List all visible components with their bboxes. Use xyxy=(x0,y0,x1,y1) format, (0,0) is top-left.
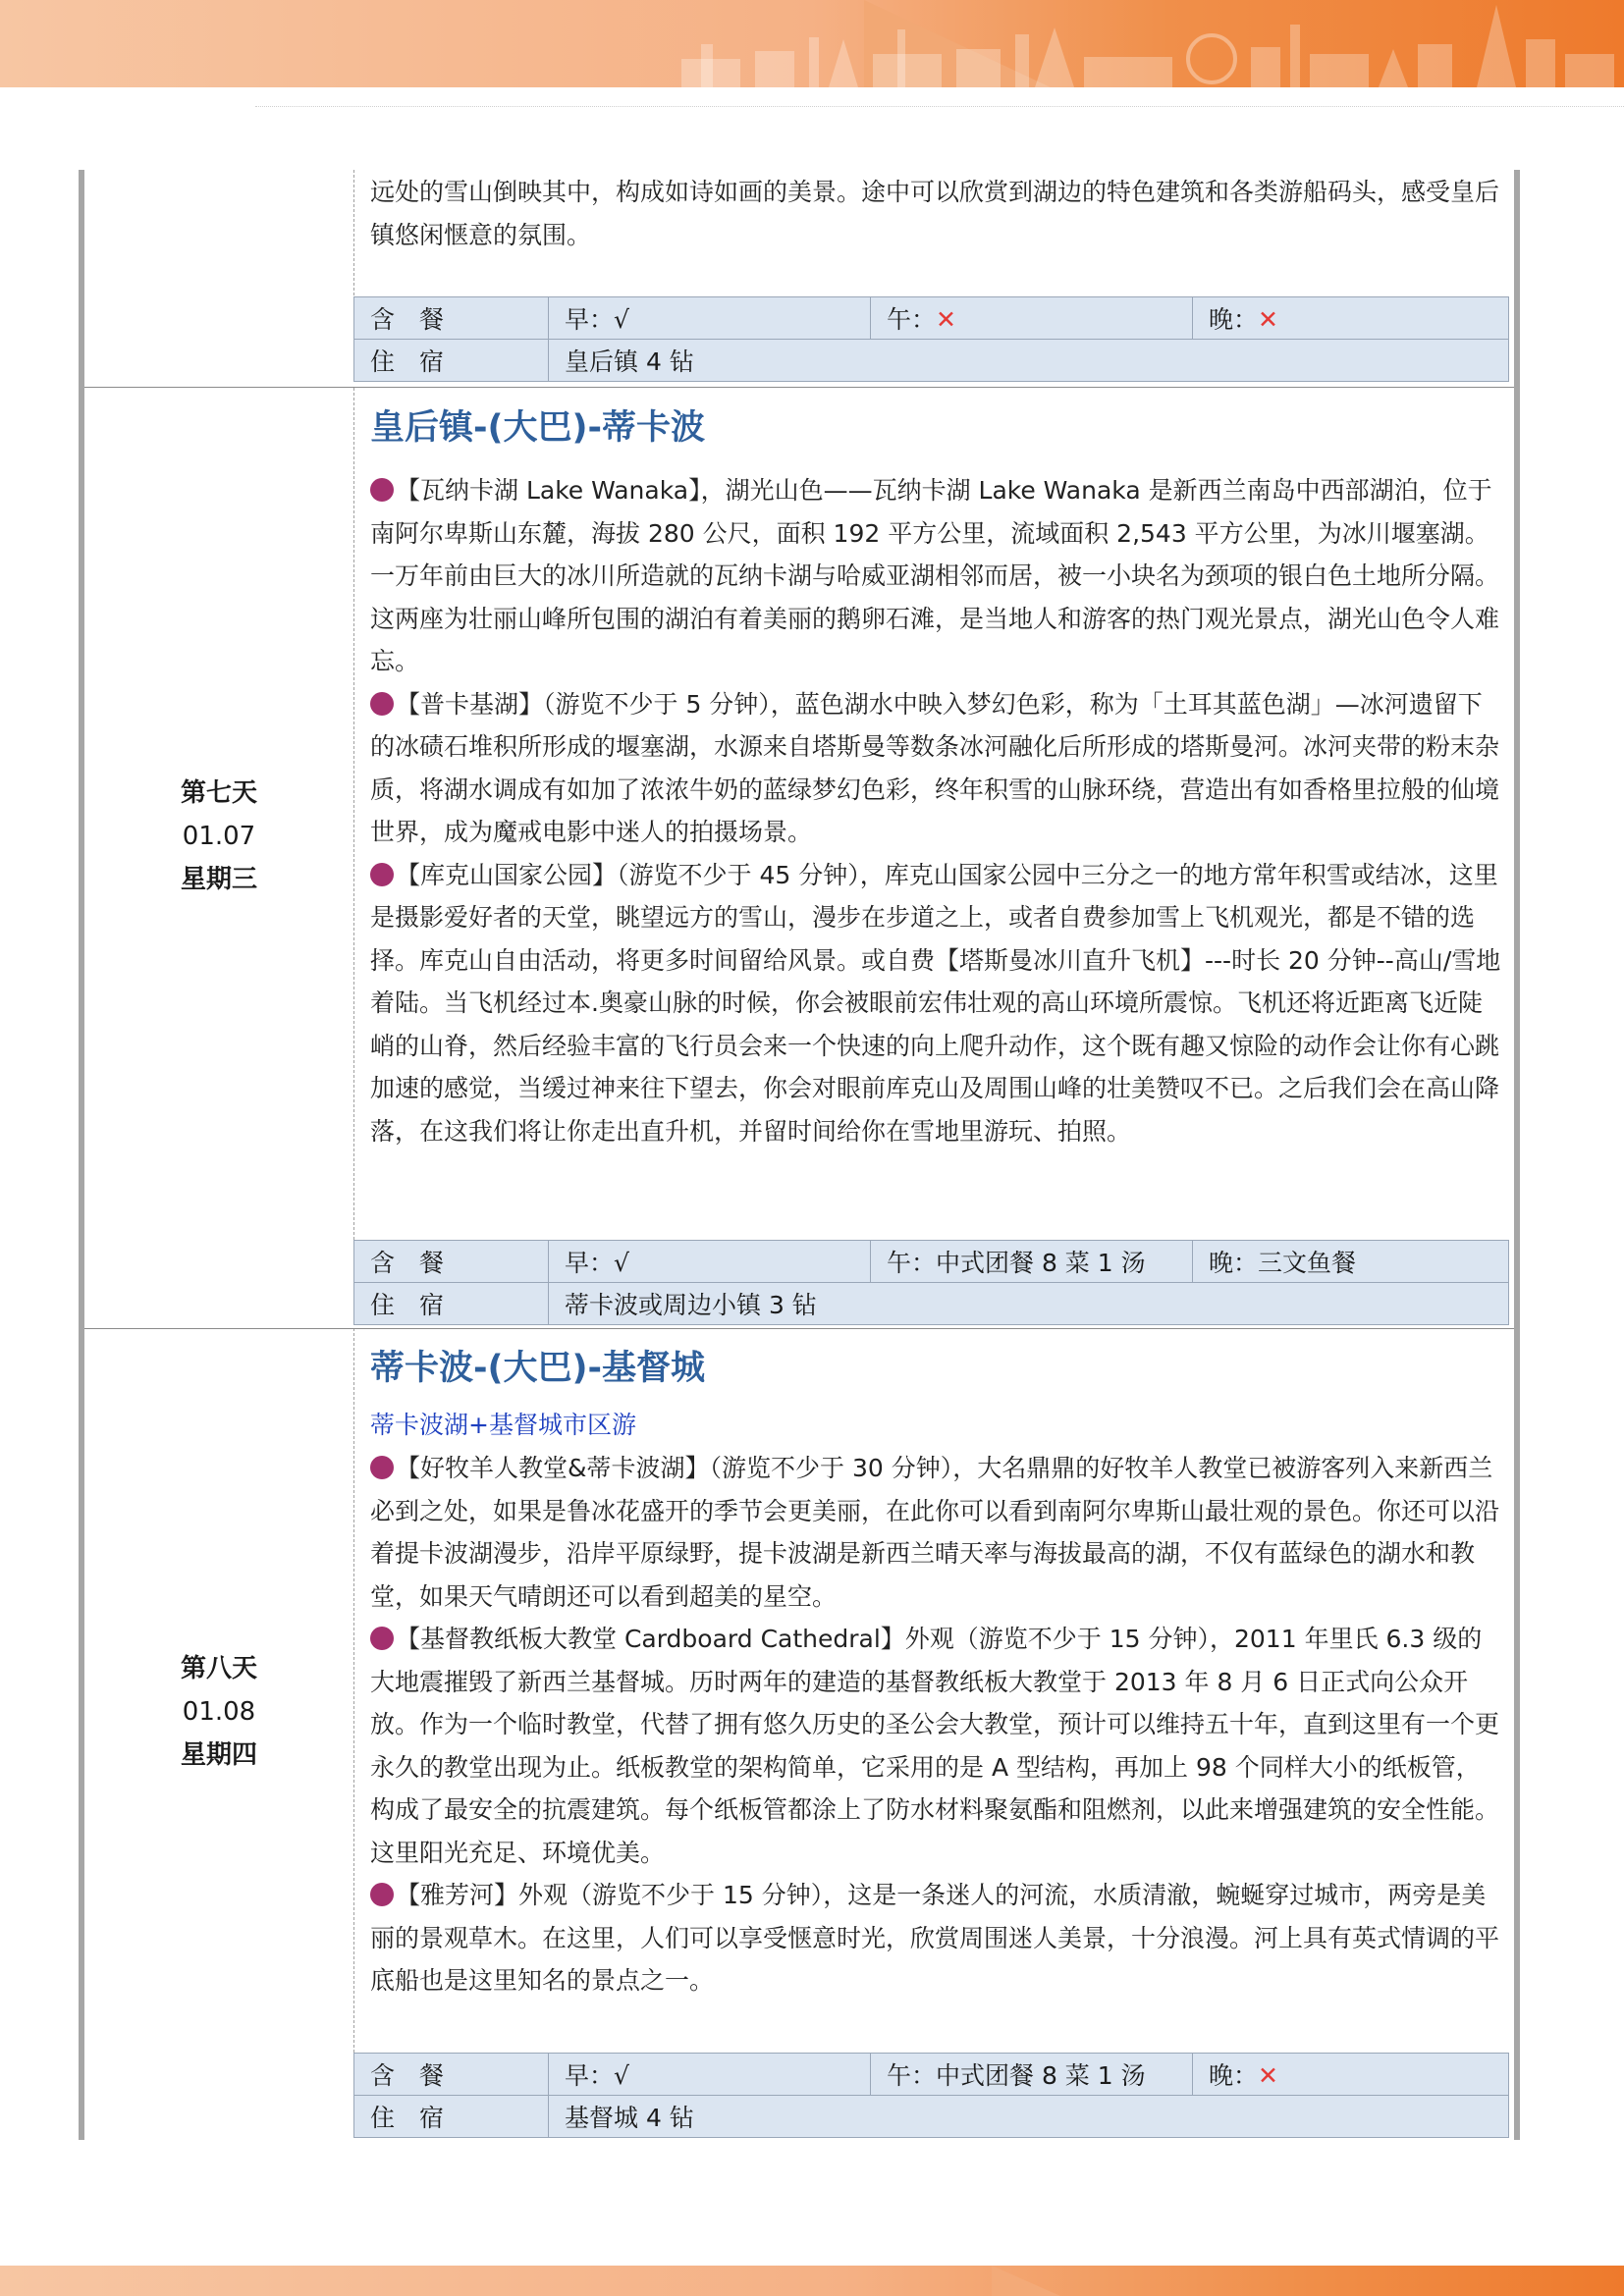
hotel-row xyxy=(354,1283,1509,1325)
hotel-value: 蒂卡波或周边小镇 3 钻 xyxy=(549,1283,1509,1325)
bullet-icon xyxy=(370,863,394,886)
paragraph-text: 【基督教纸板大教堂 Cardboard Cathedral】外观（游览不少于 15 分钟），2011 年里氏 6.3 级的大地震摧毁了新西兰基督城。历时两年的建造的基督教纸板大教堂于 2013 年 8 月 6 日正式向公众开放。作为一个临时教堂，代替了拥有悠久历史的圣公会大教堂，预计可以维持五十年，直到这里有一个更永久的教堂出现为止。纸板教堂的架构简单，它采用的是 A 型结构，再加上 98 个同样大小的纸板管，构成了最安全的抗震建筑。每个纸板管都涂上了防水材料聚氨酯和阻燃剂，以此来增强建筑的安全性能。这里阳光充足、环境优美。 xyxy=(370,1625,1500,1867)
day8-content xyxy=(370,1343,1501,2002)
day-separator xyxy=(84,387,1514,388)
column-divider xyxy=(353,388,354,1240)
paragraph-text: 【库克山国家公园】（游览不少于 45 分钟），库克山国家公园中三分之一的地方常年积雪或结冰，这里是摄影爱好者的天堂，眺望远方的雪山，漫步在步道之上，或者自费参加雪上飞机观光，都是不错的选择。库克山自由活动，将更多时间留给风景。或自费【塔斯曼冰川直升飞机】---时长 20 分钟--高山/雪地着陆。当飞机经过本.奥豪山脉的时候，你会被眼前宏伟壮观的高山环境所震惊。飞机还将近距离飞近陡峭的山脊，然后经验丰富的飞行员会来一个快速的向上爬升动作，这个既有趣又惊险的动作会让你有心跳加速的感觉，当缓过神来往下望去，你会对眼前库克山及周围山峰的壮美赞叹不已。之后我们会在高山降落，在这我们将让你走出直升机，并留时间给你在雪地里游玩、拍照。 xyxy=(370,860,1501,1146)
hotel-label: 住 宿 xyxy=(354,340,549,382)
meal-row xyxy=(354,1241,1509,1283)
day7-paragraph xyxy=(370,854,1501,1153)
bullet-icon xyxy=(370,692,394,716)
bullet-icon xyxy=(370,1456,394,1479)
day8-date: 01.08 xyxy=(182,1697,256,1727)
bullet-icon xyxy=(370,478,394,502)
lunch-prefix: 午： xyxy=(887,305,937,334)
meal-row xyxy=(354,297,1509,340)
day7-paragraph xyxy=(370,683,1501,854)
day8-paragraph xyxy=(370,1447,1501,1618)
day7-day: 第七天 xyxy=(180,778,257,808)
breakfast-cell: 早：√ xyxy=(549,1241,871,1283)
city-skyline-decoration xyxy=(662,0,1624,87)
bullet-icon xyxy=(370,1883,394,1906)
bullet-icon xyxy=(370,1627,394,1650)
hotel-label: 住 宿 xyxy=(354,2096,549,2138)
footer-accent xyxy=(992,2266,1060,2296)
paragraph-text: 【雅芳河】外观（游览不少于 15 分钟），这是一条迷人的河流，水质清澈，蜿蜒穿过城市，两旁是美丽的景观草木。在这里，人们可以享受惬意时光，欣赏周围迷人美景，十分浪漫。河上具有英式情调的平底船也是这里知名的景点之一。 xyxy=(370,1881,1500,1995)
day8-paragraph xyxy=(370,1618,1501,1874)
dinner-prefix: 晚： xyxy=(1209,305,1259,334)
day6-tail-text: 远处的雪山倒映其中，构成如诗如画的美景。途中可以欣赏到湖边的特色建筑和各类游船码头，感受皇后镇悠闲惬意的氛围。 xyxy=(370,178,1500,249)
lunch-cell: 午：中式团餐 8 菜 1 汤 xyxy=(871,2054,1193,2096)
breakfast-cell: 早：√ xyxy=(549,2054,871,2096)
meal-label: 含 餐 xyxy=(354,2054,549,2096)
column-divider xyxy=(353,170,354,295)
dinner-cell xyxy=(1193,2054,1509,2096)
day8-weekday: 星期四 xyxy=(180,1740,257,1770)
cross-icon: ✕ xyxy=(1258,2061,1278,2090)
day7-meal-table xyxy=(353,1240,1509,1325)
dinner-cell: 晚：三文鱼餐 xyxy=(1193,1241,1509,1283)
dinner-cell xyxy=(1193,297,1509,340)
footer-banner xyxy=(0,2266,1624,2296)
hotel-value: 皇后镇 4 钻 xyxy=(549,340,1509,382)
day8-subtitle: 蒂卡波湖+基督城市区游 xyxy=(370,1411,636,1439)
day8-title: 蒂卡波-(大巴)-基督城 xyxy=(370,1349,706,1388)
day7-weekday: 星期三 xyxy=(180,865,257,894)
cross-icon: ✕ xyxy=(936,305,956,334)
day8-day: 第八天 xyxy=(180,1654,257,1683)
dinner-prefix: 晚： xyxy=(1209,2061,1259,2090)
column-divider xyxy=(353,1328,354,2053)
day7-paragraph xyxy=(370,469,1501,683)
day8-paragraph xyxy=(370,1874,1501,2002)
day7-label xyxy=(84,772,353,901)
meal-label: 含 餐 xyxy=(354,1241,549,1283)
hotel-label: 住 宿 xyxy=(354,1283,549,1325)
lunch-cell: 午：中式团餐 8 菜 1 汤 xyxy=(871,1241,1193,1283)
day6-meal-table xyxy=(353,296,1509,382)
hotel-value: 基督城 4 钻 xyxy=(549,2096,1509,2138)
day8-label xyxy=(84,1647,353,1777)
day7-date: 01.07 xyxy=(182,822,256,851)
day7-title: 皇后镇-(大巴)-蒂卡波 xyxy=(370,408,706,448)
header-dotted-rule xyxy=(255,106,1624,107)
meal-row xyxy=(354,2054,1509,2096)
header-banner xyxy=(0,0,1624,87)
cross-icon: ✕ xyxy=(1258,305,1278,334)
paragraph-text: 【普卡基湖】（游览不少于 5 分钟），蓝色湖水中映入梦幻色彩，称为「土耳其蓝色湖」—冰河遗留下的冰碛石堆积所形成的堰塞湖，水源来自塔斯曼等数条冰河融化后所形成的塔斯曼河。冰河夹带的粉末杂质，将湖水调成有如加了浓浓牛奶的蓝绿梦幻色彩，终年积雪的山脉环绕，营造出有如香格里拉般的仙境世界，成为魔戒电影中迷人的拍摄场景。 xyxy=(370,689,1500,846)
paragraph-text: 【瓦纳卡湖 Lake Wanaka】，湖光山色——瓦纳卡湖 Lake Wanaka 是新西兰南岛中西部湖泊，位于南阿尔卑斯山东麓，海拔 280 公尺，面积 192 平方公里，流域面积 2,543 平方公里，为冰川堰塞湖。一万年前由巨大的冰川所造就的瓦纳卡湖与哈威亚湖相邻而居，被一小块名为颈项的银白色土地所分隔。这两座为壮丽山峰所包围的湖泊有着美丽的鹅卵石滩，是当地人和游客的热门观光景点，湖光山色令人难忘。 xyxy=(370,476,1500,675)
day8-meal-table xyxy=(353,2053,1509,2138)
meal-label: 含 餐 xyxy=(354,297,549,340)
day-separator xyxy=(84,1328,1514,1329)
lunch-cell xyxy=(871,297,1193,340)
breakfast-cell: 早：√ xyxy=(549,297,871,340)
hotel-row xyxy=(354,2096,1509,2138)
day6-tail-content xyxy=(370,171,1501,256)
day7-content xyxy=(370,402,1501,1152)
paragraph-text: 【好牧羊人教堂&蒂卡波湖】（游览不少于 30 分钟），大名鼎鼎的好牧羊人教堂已被游客列入来新西兰必到之处，如果是鲁冰花盛开的季节会更美丽，在此你可以看到南阿尔卑斯山最壮观的景色。你还可以沿着提卡波湖漫步，沿岸平原绿野，提卡波湖是新西兰晴天率与海拔最高的湖，不仅有蓝绿色的湖水和教堂，如果天气晴朗还可以看到超美的星空。 xyxy=(370,1454,1500,1611)
hotel-row xyxy=(354,340,1509,382)
